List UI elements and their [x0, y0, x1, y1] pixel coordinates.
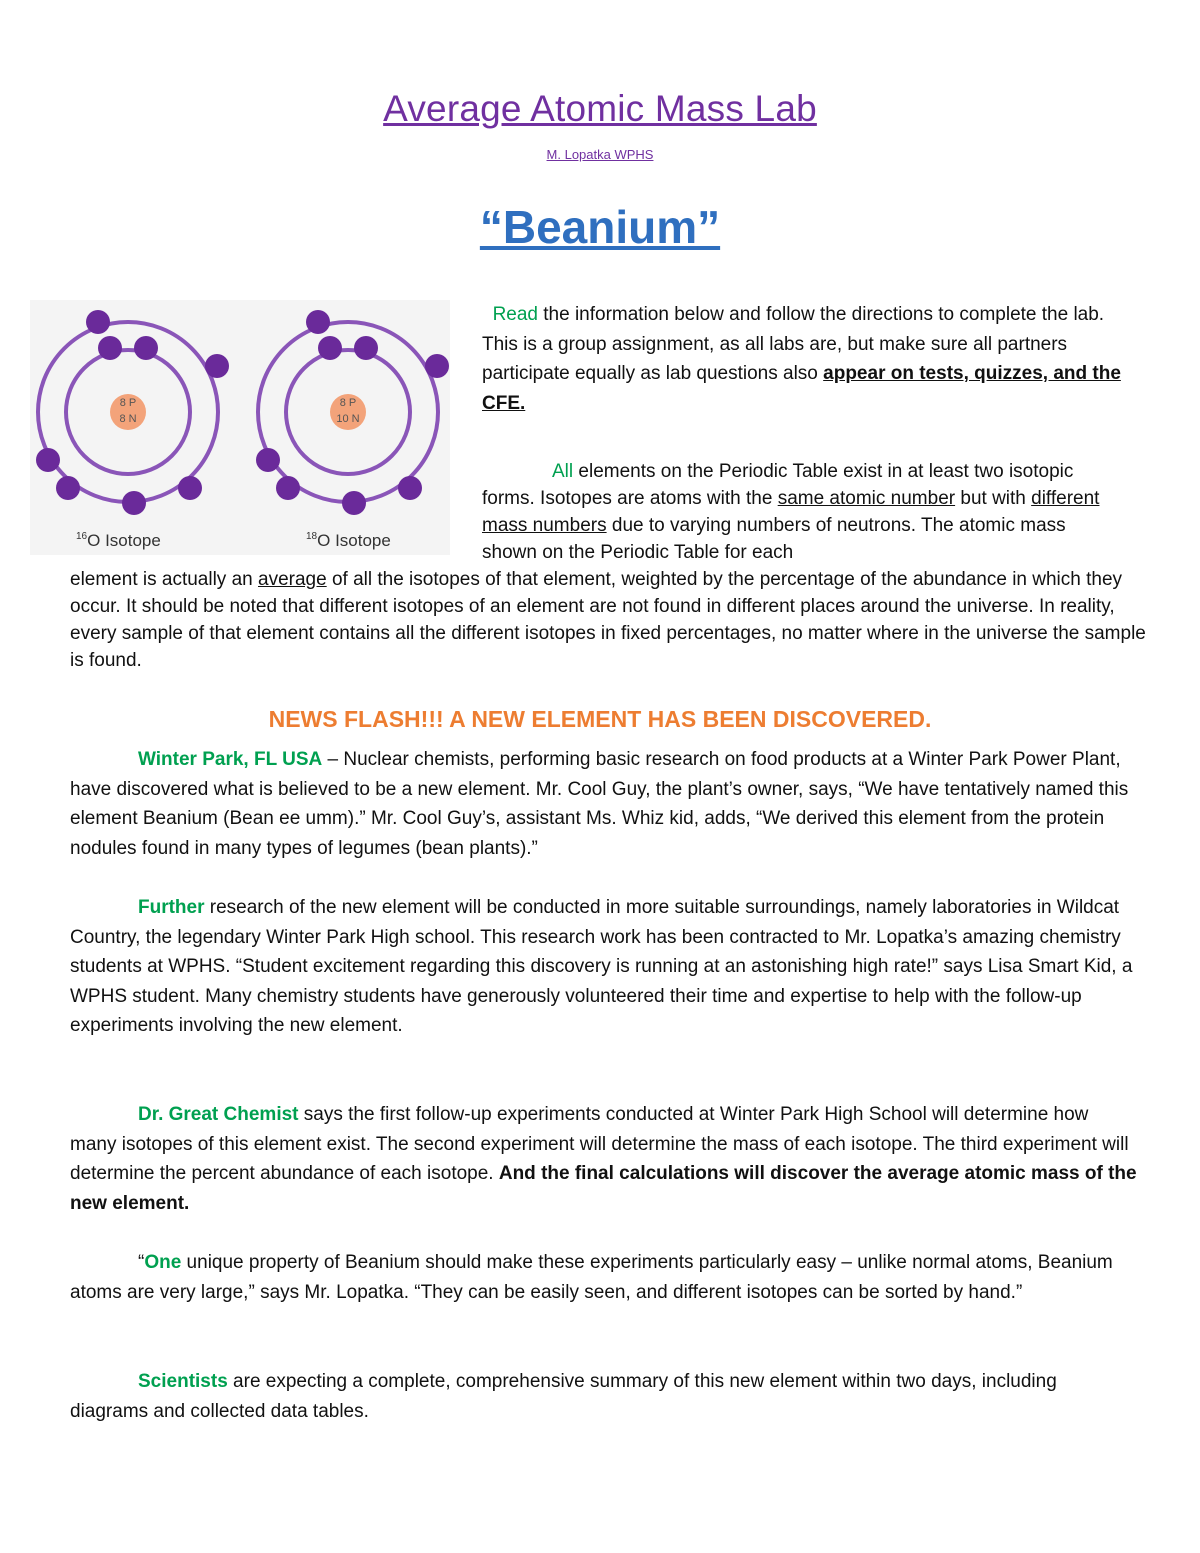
article-paragraph-2: Further research of the new element will be conducted in more suitable surroundings, namely laboratories in Wildcat Country, the legendary Winter Park High school. This research work has been contracted to Mr. Lopatka’s amazing chemistry students at WPHS. “Student excitement regarding this discovery is running at an astonishing high rate!” says Lisa Smart Kid, a WPHS student. Many chemistry students have generously volunteered their time and expertise to help with the follow-up experiments involving the new element.	[70, 897, 1133, 1036]
atom2-caption: $^{18}$O Isotope	[306, 531, 391, 550]
author-line: M. Lopatka WPHS	[546, 147, 654, 162]
atom1-protons: 8 P	[119, 397, 137, 409]
isotopes-paragraph-continued: element is actually an average of all the isotopes of that element, weighted by the percentage of the abundance in which they occur. It should be noted that different isotopes of an element are not found in different places around the universe. In reality, every sample of that element contains all the different isotopes in fixed percentages, no matter where in the universe the sample is found.	[70, 569, 1146, 671]
atom1-caption: $^{16}$O Isotope	[76, 531, 161, 550]
oxygen-isotope-diagram	[30, 300, 450, 555]
isotopes-paragraph: All elements on the Periodic Table exist in at least two isotopic forms. Isotopes are atoms with the same atomic number but with different mass numbers due to varying numbers of neutrons. The atomic mass shown on the Periodic Table for each	[482, 461, 1100, 563]
article-paragraph-4: “One unique property of Beanium should make these experiments particularly easy – unlike normal atoms, Beanium atoms are very large,” says Mr. Lopatka. “They can be easily seen, and different isotopes can be sorted by hand.”	[70, 1252, 1113, 1303]
news-flash-heading: NEWS FLASH!!! A NEW ELEMENT HAS BEEN DISCOVERED.	[268, 706, 932, 732]
article-paragraph-3: Dr. Great Chemist says the first follow-up experiments conducted at Winter Park High School will determine how many isotopes of this element exist. The second experiment will determine the mass of each isotope. The third experiment will determine the percent abundance of each isotope. And the final calculations will discover the average atomic mass of the new element.	[70, 1104, 1137, 1214]
intro-emphasis: appear on tests, quizzes, and the CFE.	[482, 363, 1121, 414]
atom1-neutrons: 8 N	[119, 413, 137, 425]
article-paragraph-1: Winter Park, FL USA – Nuclear chemists, performing basic research on food products at a Winter Park Power Plant, have discovered what is believed to be a new element. Mr. Cool Guy, the plant’s owner, says, “We have tentatively named this element Beanium (Bean ee umm).” Mr. Cool Guy’s, assistant Ms. Whiz kid, adds, “We derived this element from the protein nodules found in many types of legumes (bean plants).”	[70, 749, 1129, 859]
dateline: Winter Park, FL USA	[138, 749, 323, 770]
intro-lead-word: Read	[492, 304, 538, 325]
article-paragraph-5: Scientists are expecting a complete, comprehensive summary of this new element within two days, including diagrams and collected data tables.	[70, 1371, 1057, 1422]
page-title: Average Atomic Mass Lab	[383, 88, 817, 129]
atom2-protons: 8 P	[339, 397, 357, 409]
element-name-heading: “Beanium”	[479, 201, 721, 253]
intro-paragraph: Read the information below and follow the directions to complete the lab. This is a group assignment, as all labs are, but make sure all partners participate equally as lab questions also appear on tests, quizzes, and the CFE.	[482, 304, 1121, 414]
isotopes-lead-word: All	[552, 461, 574, 482]
atom2-neutrons: 10 N	[336, 413, 360, 425]
